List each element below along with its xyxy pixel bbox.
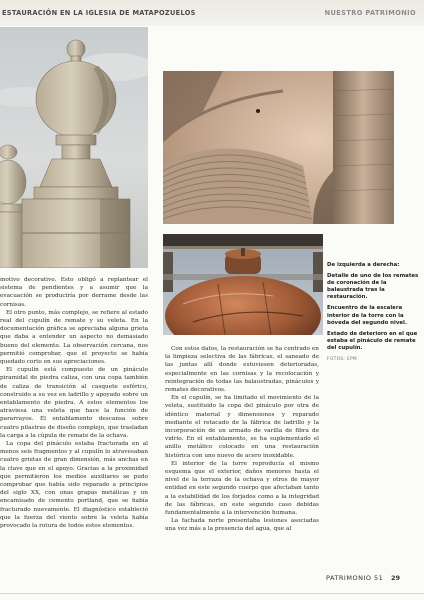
photo-credit: FOTOS: EPM	[327, 357, 357, 363]
magazine-name: PATRIMONIO 51	[326, 574, 384, 582]
footer-divider	[0, 593, 424, 594]
caption-item: Encuentro de la escalera interior de la torre con la bóveda del segundo nivel.	[327, 305, 407, 326]
section-title: ESTAURACIÓN EN LA IGLESIA DE MATAPOZUELOS	[2, 9, 196, 17]
pinnacle-finials-photo	[0, 27, 148, 268]
paragraph: La copa del pináculo estaba fracturada en al menos seis fragmentos y al cupulín lo atravesaban cuatro grietas de gran dimensión, más anchas en la clave que en el apoyo. Gracias a la proximidad que permitieron los medios auxiliares se pudo comprobar que había sido reparado a principios del siglo XX, con unas grapas metálicas y un encamisado de cemento portland, que se había fracturado nuevamente. El diagnóstico estableció que la fuerza del viento sobre la veleta había provocado la rotura de todos estos elementos.	[0, 441, 148, 530]
running-head	[0, 0, 424, 26]
paragraph: El otro punto, más complejo, se refiere al estado real del cupulín de remate y su veleta. En la documentación gráfica se apreciaba alguna grieta que daba a entender un aspecto no demasiado bueno del elemento. La observación cercana, nos permitió comprobar, que el proyecto se había quedado corto en sus apreciaciones.	[0, 309, 148, 366]
magazine-section-label: NUESTRO PATRIMONIO	[324, 9, 416, 17]
photo-caption	[327, 262, 419, 367]
spiral-stair-vault-photo	[163, 71, 394, 224]
paragraph: La fachada norte presentaba lesiones asociadas una vez más a la presencia del agua, que al	[165, 518, 319, 533]
body-column-1	[0, 276, 148, 530]
caption-heading: De izquierda a derecha:	[327, 262, 400, 268]
body-column-2	[165, 345, 319, 534]
page-number: 29	[391, 574, 401, 582]
copper-dome-photo	[163, 234, 323, 335]
paragraph: motivo decorativo. Esto obligó a replantear el sistema de pendientes y a asumir que la evacuación se produciría por derrame desde las cornisas.	[0, 277, 148, 308]
paragraph: El interior de la torre reproducía el mismo esquema que el exterior, daños menores hasta el nivel de la terraza de la ochava y otros de mayor entidad en este segundo cuerpo que afectaban tanto a la estabilidad de los forjados como a la integridad de las fábricas, en este segundo caso debidas fundamentalmente a la intervención humana.	[165, 460, 319, 517]
paragraph: En el cupulín, se ha limitado el movimiento de la veleta, sustituido la copa del pináculo por otra de idéntico material y dimensiones y reparado mediante el retacado de la fábrica de ladrillo y la incorporación de un armado de varilla de fibra de vidrio. En el entablamento, se ha suplementado el anillo metálico colocado en una restauración histórica con uno nuevo de acero inoxidable.	[165, 395, 319, 459]
paragraph: Con estos datos, la restauración se ha centrado en la limpieza selectiva de las fábricas, el saneado de las juntas allí donde estuviesen deterioradas, especialmente en las cornisas y la recolocación y reintegración de todas las balaustradas, pináculos y remates decorativos.	[165, 346, 319, 394]
caption-item: Estado de deterioro en el que estaba el pináculo de remate del cupulín.	[327, 330, 418, 351]
caption-item: Detalle de uno de los remates de coronación de la balaustrada tras la restauración.	[327, 273, 419, 301]
paragraph: El cupulín está compuesto de un pináculo piramidal de piedra caliza, con una copa también de caliza de transición al casquete esférico, construido a su vez en ladrillo y apoyado sobre un entablamento de piedra. A estos elementos los atraviesa una veleta que hace la función de pararrayos. El entablamento descansa sobre cuatro pilastras de diseño complejo, que trasladan la carga a la cúpula de remate de la ochava.	[0, 367, 148, 439]
